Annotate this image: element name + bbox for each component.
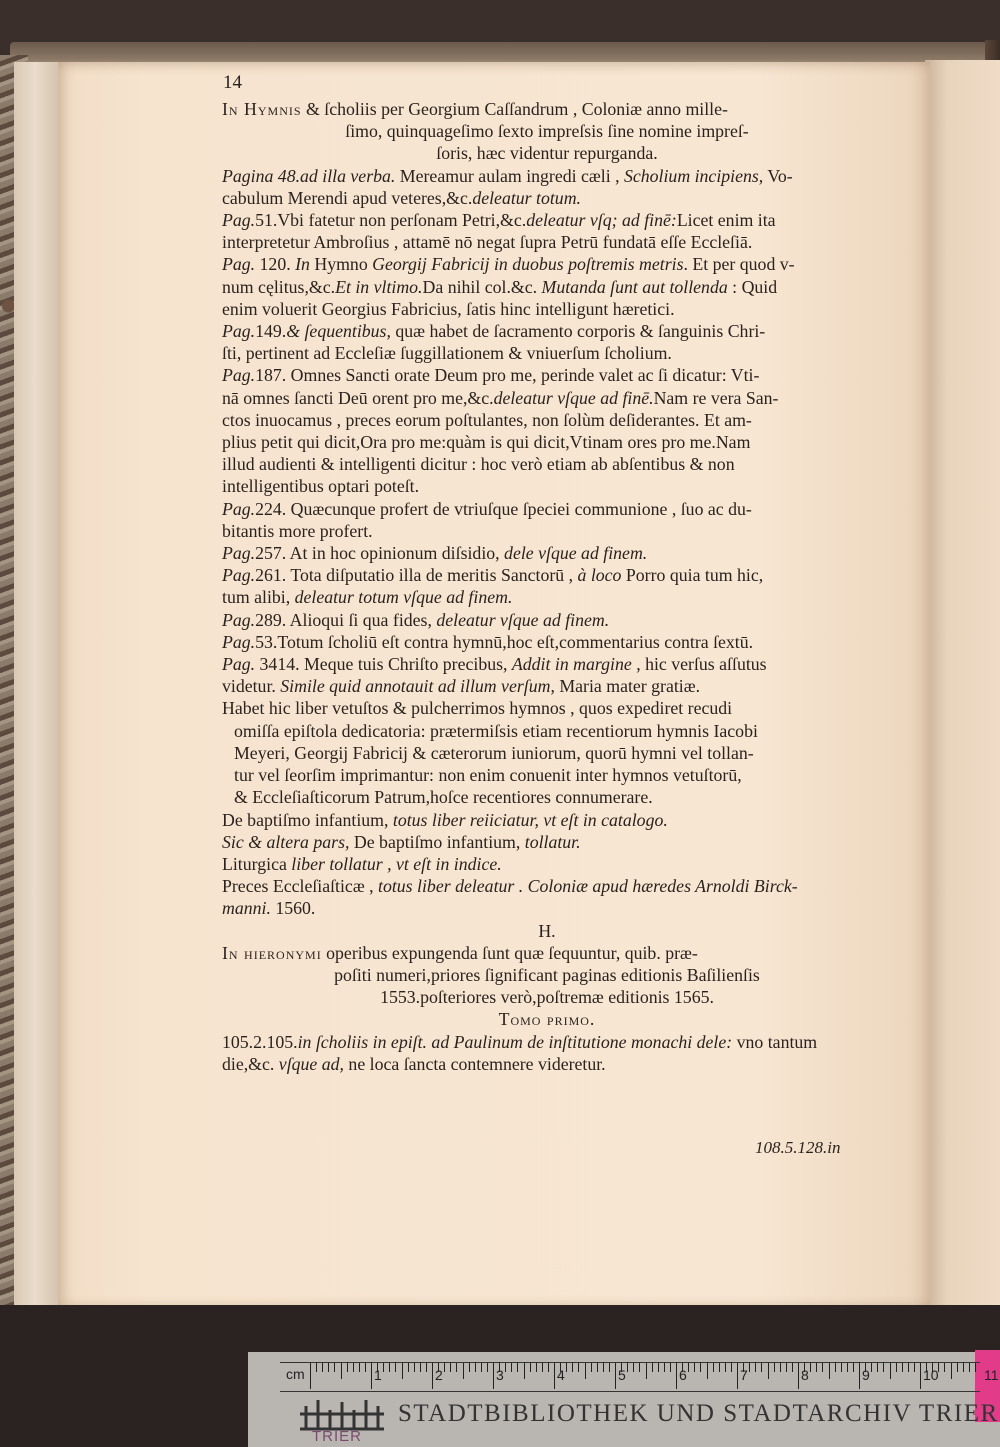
ruler-tick xyxy=(774,1363,775,1372)
text-segment: 1553.poſteriores verò,poſtremæ editionis 1565. xyxy=(380,987,714,1008)
text-line xyxy=(222,387,872,409)
ruler-tick xyxy=(487,1363,488,1372)
ruler-tick xyxy=(578,1363,579,1372)
text-segment: ſimo, quinquageſimo ſexto impreſsis ſine nomine impreſ- xyxy=(345,121,749,142)
text-segment: Pag. xyxy=(222,321,256,342)
text-line xyxy=(222,609,872,631)
text-segment: totus liber reiiciatur, vt eſt in catalogo. xyxy=(392,809,668,830)
text-segment: videtur. xyxy=(222,676,281,697)
text-line xyxy=(222,542,872,564)
ruler-tick xyxy=(694,1363,695,1372)
text-segment: Meyeri, Georgij Fabricij & cæterorum iuniorum, quorū hymni vel tollan- xyxy=(234,742,754,763)
text-line xyxy=(222,431,872,453)
text-segment: tur vel ſeorſim imprimantur: non enim conuenit inter hymnos vetuſtorū, xyxy=(234,765,742,786)
ruler-tick xyxy=(627,1363,628,1372)
text-segment: ſoris, hæc videntur repurganda. xyxy=(436,143,658,164)
text-segment: die,&c. xyxy=(222,1053,279,1074)
text-segment: manni. xyxy=(222,898,271,919)
text-segment: Pag. xyxy=(222,498,256,519)
text-line xyxy=(222,475,872,497)
text-segment: ſti, pertinent ad Eccleſiæ ſuggillationem & vniuerſum ſcholium. xyxy=(222,343,672,364)
text-segment: Mutanda ſunt aut tollenda xyxy=(541,276,728,297)
ruler-tick xyxy=(859,1363,860,1389)
text-segment: Da nihil col.&c. xyxy=(422,276,542,297)
text-segment: Tomo primo. xyxy=(498,1009,596,1030)
ruler-tick xyxy=(652,1363,653,1372)
ruler-tick xyxy=(902,1363,903,1372)
ruler-number: 11 xyxy=(984,1367,999,1383)
ruler-tick xyxy=(761,1363,762,1372)
text-segment: : Quid xyxy=(727,276,778,297)
text-segment: & ſcholiis per Georgium Caſſandrum , Coloniæ anno mille- xyxy=(301,99,728,119)
ruler-tick xyxy=(566,1363,567,1372)
text-segment: Pag. xyxy=(222,654,256,675)
ruler-tick xyxy=(365,1363,366,1372)
text-segment: Porro quia tum hic, xyxy=(621,565,764,586)
text-segment: Pag. xyxy=(222,365,256,386)
text-segment: Scholium incipiens, xyxy=(623,165,764,186)
text-segment: Georgij Fabricij in duobus poſtremis metris xyxy=(372,254,684,275)
ruler-number: 10 xyxy=(923,1367,939,1383)
text-line xyxy=(222,298,872,320)
text-segment: tum alibi, xyxy=(222,587,295,608)
catchword: 108.5.128.in xyxy=(755,1138,841,1157)
text-segment: In hieronymi xyxy=(222,942,322,963)
ruler-tick xyxy=(713,1363,714,1372)
text-segment: 51.Vbi fatetur non perſonam Petri,&c. xyxy=(255,210,527,231)
ruler-tick xyxy=(914,1363,915,1372)
text-line xyxy=(222,342,872,364)
text-segment: 105.2.105. xyxy=(222,1031,298,1052)
ruler-tick xyxy=(371,1363,372,1389)
ruler-tick xyxy=(316,1363,317,1372)
text-line xyxy=(222,364,872,386)
text-segment: bitantis more profert. xyxy=(222,520,373,541)
ruler-number: 6 xyxy=(679,1367,687,1383)
ruler-tick xyxy=(383,1363,384,1372)
text-segment: Hymno xyxy=(309,254,373,275)
ruler-tick xyxy=(755,1363,756,1372)
text-line xyxy=(222,675,872,697)
text-segment: quæ habet de ſacramento corporis & ſanguinis Chri- xyxy=(390,321,766,342)
ruler-tick xyxy=(871,1363,872,1372)
text-segment: & ſequentibus, xyxy=(286,321,391,342)
text-segment: Licet enim ita xyxy=(676,210,776,231)
text-line xyxy=(222,209,872,231)
ruler-tick xyxy=(877,1363,878,1372)
text-line xyxy=(222,253,872,275)
text-line xyxy=(222,986,872,1008)
ruler-tick xyxy=(609,1363,610,1372)
ruler-tick xyxy=(719,1363,720,1372)
ruler-tick xyxy=(835,1363,836,1372)
ruler-tick xyxy=(920,1363,921,1389)
ruler-tick xyxy=(493,1363,494,1389)
ruler-tick xyxy=(810,1363,811,1372)
ruler-tick xyxy=(426,1363,427,1372)
text-line xyxy=(222,697,872,719)
ruler-tick xyxy=(798,1363,799,1389)
text-line xyxy=(222,120,872,142)
text-segment: Vo- xyxy=(763,165,793,186)
ruler-tick xyxy=(341,1363,342,1379)
text-line xyxy=(222,809,872,831)
ruler-tick xyxy=(816,1363,817,1372)
ruler-tick xyxy=(530,1363,531,1372)
text-segment: 224. Quæcunque profert de vtriuſque ſpeciei communione , ſuo ac du- xyxy=(255,498,752,519)
text-segment: Pag. xyxy=(222,565,256,586)
ruler-tick xyxy=(389,1363,390,1372)
text-line xyxy=(222,764,872,786)
text-line xyxy=(222,98,872,120)
ruler-tick xyxy=(456,1363,457,1372)
ruler-tick xyxy=(432,1363,433,1389)
text-segment: Liturgica xyxy=(222,853,292,874)
text-segment: num cęlitus,&c. xyxy=(222,276,336,297)
ruler-number: 2 xyxy=(435,1367,443,1383)
text-line xyxy=(222,498,872,520)
text-segment: Mereamur aulam ingredi cæli , xyxy=(395,165,624,186)
ruler-tick xyxy=(505,1363,506,1372)
ruler-tick xyxy=(676,1363,677,1389)
ruler-tick xyxy=(890,1363,891,1379)
ruler-number: 1 xyxy=(374,1367,382,1383)
ruler-number: 4 xyxy=(557,1367,565,1383)
text-segment: interpretetur Ambroſius , attamē nō negat ſupra Petrū fundatā eſſe Eccleſiā. xyxy=(222,232,753,253)
text-segment: deleatur totum. xyxy=(472,187,581,208)
text-line xyxy=(222,1053,872,1075)
ruler-tick xyxy=(554,1363,555,1389)
text-line xyxy=(222,409,872,431)
text-segment: plius petit qui dicit,Ora pro me:quàm is qui dicit,Vtinam ores pro me.Nam xyxy=(222,432,751,453)
text-segment: De baptiſmo infantium, xyxy=(222,809,393,830)
ruler-tick xyxy=(670,1363,671,1372)
ruler-tick xyxy=(780,1363,781,1372)
text-segment: illud audienti & intelligenti dicitur : hoc verò etiam ab abſentibus & non xyxy=(222,454,735,475)
ruler-tick xyxy=(347,1363,348,1372)
page-text-block xyxy=(222,98,872,1075)
ruler-tick xyxy=(408,1363,409,1372)
text-segment: 53.Totum ſcholiū eſt contra hymnū,hoc eſt,commentarius contra ſextū. xyxy=(255,631,754,652)
ruler-tick xyxy=(511,1363,512,1372)
ruler-tick xyxy=(707,1363,708,1379)
text-segment: intelligentibus optari poteſt. xyxy=(222,476,420,497)
ruler-number: 8 xyxy=(801,1367,809,1383)
ruler-tick xyxy=(841,1363,842,1372)
ruler-tick xyxy=(664,1363,665,1372)
ruler-tick xyxy=(822,1363,823,1372)
text-segment: In Hymnis xyxy=(222,99,302,119)
text-segment: 289. Alioqui ſi qua fides, xyxy=(255,609,437,630)
ruler-tick xyxy=(572,1363,573,1372)
text-segment: tollatur. xyxy=(524,831,581,852)
text-line xyxy=(222,631,872,653)
text-segment: dele vſque ad finem. xyxy=(504,543,648,564)
text-segment: Preces Eccleſiaſticæ , xyxy=(222,876,379,897)
text-line xyxy=(222,875,872,897)
text-segment: deleatur totum vſque ad finem. xyxy=(294,587,513,608)
text-line xyxy=(222,276,872,298)
ruler-tick xyxy=(597,1363,598,1372)
text-segment: Sic & altera pars, xyxy=(222,831,350,852)
ruler-tick xyxy=(591,1363,592,1372)
text-segment: 261. Tota diſputatio illa de meritis Sanctorū , xyxy=(255,565,578,586)
text-segment: Pagina 48.ad illa verba. xyxy=(222,165,396,186)
ruler-tick xyxy=(585,1363,586,1379)
ruler-tick xyxy=(420,1363,421,1372)
text-line xyxy=(222,165,872,187)
ruler-tick xyxy=(951,1363,952,1379)
ruler-tick xyxy=(792,1363,793,1372)
ruler-unit-label: cm xyxy=(286,1366,305,1382)
text-line xyxy=(222,231,872,253)
ruler-tick xyxy=(646,1363,647,1379)
ruler-tick xyxy=(469,1363,470,1372)
text-segment: In xyxy=(295,254,310,275)
text-segment: Pag. xyxy=(222,254,256,275)
ruler-number: 9 xyxy=(862,1367,870,1383)
ruler-tick xyxy=(883,1363,884,1372)
ruler-tick xyxy=(725,1363,726,1372)
text-segment: Pag. xyxy=(222,609,256,630)
ruler-number: 3 xyxy=(496,1367,504,1383)
ruler-tick xyxy=(731,1363,732,1372)
ruler-tick xyxy=(963,1363,964,1372)
text-segment: vſque ad, xyxy=(278,1053,344,1074)
text-segment: cabulum Merendi apud veteres,&c. xyxy=(222,187,473,208)
text-segment: vno tantum xyxy=(732,1031,818,1052)
ruler-tick xyxy=(969,1363,970,1372)
ruler-tick xyxy=(402,1363,403,1379)
text-segment: operibus expungenda ſunt quæ ſequuntur, quib. præ- xyxy=(321,942,698,963)
ruler-tick xyxy=(536,1363,537,1372)
text-segment: & Eccleſiaſticorum Patrum,hoſce recentiores connumerare. xyxy=(234,787,653,808)
ruler-tick xyxy=(548,1363,549,1372)
ruler-tick xyxy=(310,1363,311,1389)
text-segment: Simile quid annotauit ad illum verſum, xyxy=(280,676,555,697)
ruler-tick xyxy=(359,1363,360,1372)
text-line xyxy=(222,187,872,209)
text-line xyxy=(222,742,872,764)
text-segment: . Et per quod v- xyxy=(683,254,795,275)
text-segment: deleatur vſque ad finē. xyxy=(493,387,654,408)
text-line xyxy=(222,920,872,942)
ruler-tick xyxy=(444,1363,445,1372)
text-segment: 120. xyxy=(255,254,296,275)
ruler-tick xyxy=(768,1363,769,1379)
ruler-tick xyxy=(829,1363,830,1379)
ruler-tick xyxy=(334,1363,335,1372)
text-line xyxy=(222,942,872,964)
ruler-tick xyxy=(975,1363,976,1372)
text-line xyxy=(222,320,872,342)
text-line xyxy=(222,653,872,675)
text-line xyxy=(222,1008,872,1030)
centimeter-ruler xyxy=(280,1362,999,1392)
text-line xyxy=(222,520,872,542)
ruler-tick xyxy=(353,1363,354,1372)
ruler-tick xyxy=(908,1363,909,1372)
text-segment: deleatur vſque ad finem. xyxy=(436,609,610,630)
ruler-tick xyxy=(896,1363,897,1372)
ruler-tick xyxy=(524,1363,525,1379)
ruler-tick xyxy=(957,1363,958,1372)
text-segment: liber tollatur , vt eſt in indice. xyxy=(291,853,502,874)
text-segment: Pag. xyxy=(222,543,256,564)
ruler-tick xyxy=(615,1363,616,1389)
text-line xyxy=(222,453,872,475)
ruler-tick xyxy=(658,1363,659,1372)
text-line xyxy=(222,564,872,586)
ruler-tick xyxy=(463,1363,464,1379)
ruler-tick xyxy=(475,1363,476,1372)
page-number: 14 xyxy=(223,72,242,93)
ruler-tick xyxy=(542,1363,543,1372)
institution-name: STADTBIBLIOTHEK UND STADTARCHIV TRIER xyxy=(398,1400,999,1427)
ruler-tick xyxy=(700,1363,701,1372)
ruler-tick xyxy=(328,1363,329,1372)
ruler-tick xyxy=(944,1363,945,1372)
text-segment: H. xyxy=(538,920,556,941)
ruler-tick xyxy=(322,1363,323,1372)
text-segment: Pag. xyxy=(222,210,256,231)
text-segment: 257. At in hoc opinionum diſsidio, xyxy=(255,543,505,564)
text-segment: Habet hic liber vetuſtos & pulcherrimos hymnos , quos expediret recudi xyxy=(222,698,733,719)
text-line xyxy=(222,586,872,608)
text-segment: 1560. xyxy=(270,898,316,919)
ruler-tick xyxy=(688,1363,689,1372)
ruler-tick xyxy=(633,1363,634,1372)
ruler-number: 5 xyxy=(618,1367,626,1383)
ruler-tick xyxy=(786,1363,787,1372)
text-segment: omiſſa epiſtola dedicatoria: prætermiſsis etiam recentiorum hymnis Iacobi xyxy=(234,720,758,741)
text-segment: Pag. xyxy=(222,631,256,652)
text-segment: Nam re vera San- xyxy=(653,387,779,408)
text-segment: ne loca ſancta contemnere videretur. xyxy=(343,1053,606,1074)
text-segment: deleatur vſq; ad finē: xyxy=(526,210,677,231)
ruler-tick xyxy=(853,1363,854,1372)
ruler-tick xyxy=(749,1363,750,1372)
ruler-tick xyxy=(737,1363,738,1389)
ruler-tick xyxy=(395,1363,396,1372)
ruler-number: 7 xyxy=(740,1367,748,1383)
text-segment: De baptiſmo infantium, xyxy=(349,831,525,852)
ruler-tick xyxy=(847,1363,848,1372)
text-segment: à loco xyxy=(577,565,622,586)
text-segment: 187. Omnes Sancti orate Deum pro me, perinde valet ac ſi dicatur: Vti- xyxy=(255,365,760,386)
text-line xyxy=(222,897,872,919)
text-line xyxy=(222,786,872,808)
ruler-tick xyxy=(517,1363,518,1372)
text-line xyxy=(222,964,872,986)
text-segment: nā omnes ſancti Deū orent pro me,&c. xyxy=(222,387,494,408)
text-line xyxy=(222,142,872,164)
text-segment: Et in vltimo. xyxy=(335,276,423,297)
text-segment: Addit in margine xyxy=(511,654,632,675)
ruler-tick xyxy=(450,1363,451,1372)
text-segment: enim voluerit Georgius Fabricius, ſatis hinc intelligunt hæretici. xyxy=(222,298,675,319)
text-line xyxy=(222,720,872,742)
ruler-tick xyxy=(603,1363,604,1372)
ruler-tick xyxy=(414,1363,415,1372)
text-segment: in ſcholiis in epiſt. ad Paulinum de inſtitutione monachi dele: xyxy=(297,1031,733,1052)
text-line xyxy=(222,1031,872,1053)
text-line xyxy=(222,853,872,875)
facing-page-right xyxy=(925,60,1000,1310)
ruler-tick xyxy=(481,1363,482,1372)
logo-text: TRIER xyxy=(312,1428,362,1445)
ruler-tick xyxy=(639,1363,640,1372)
text-segment: , hic verſus aſſutus xyxy=(631,654,767,675)
text-line xyxy=(222,831,872,853)
text-segment: 149. xyxy=(255,321,287,342)
text-segment: Maria mater gratiæ. xyxy=(554,676,701,697)
text-segment: poſiti numeri,priores ſignificant paginas editionis Baſilienſis xyxy=(334,964,760,985)
text-segment: ctos inuocamus , preces eorum poſtulantes, non ſolùm deſiderantes. Et am- xyxy=(222,409,752,430)
text-segment: totus liber deleatur . Coloniæ apud hæredes Arnoldi Birck- xyxy=(378,876,798,897)
text-segment: 3414. Meque tuis Chriſto precibus, xyxy=(255,654,512,675)
